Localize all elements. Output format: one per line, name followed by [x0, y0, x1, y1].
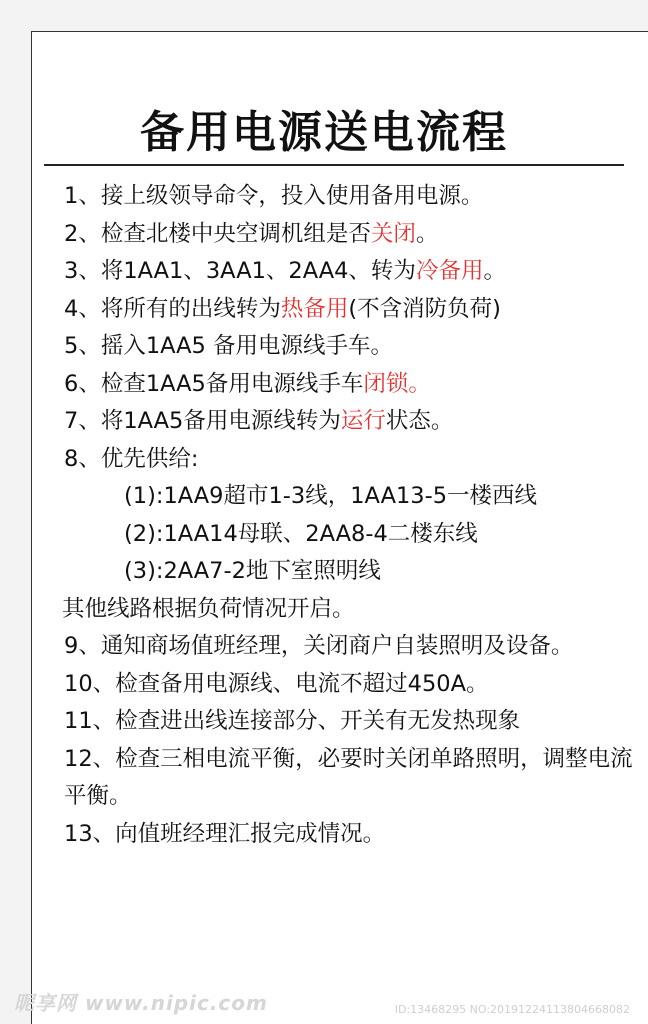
step-2: 2、检查北楼中央空调机组是否关闭。 [64, 220, 439, 247]
highlight-text: 冷备用 [415, 258, 484, 284]
priority-item-1: (1):1AA9超市1-3线，1AA13-5一楼西线 [124, 483, 538, 509]
step-10: 10、检查备用电源线、电流不超过450A。 [64, 670, 489, 697]
watermark-logo: 昵享网 www.nipic.com [14, 991, 268, 1015]
procedure-list [64, 178, 634, 853]
page-title: 备用电源送电流程 [140, 107, 508, 158]
priority-item-3: (3):2AA7-2地下室照明线 [124, 558, 381, 584]
priority-item-2: (2):1AA14母联、2AA8-4二楼东线 [124, 520, 478, 547]
highlight-text: 热备用 [280, 295, 349, 322]
watermark-id: ID:13468295 NO:20191224113804668082 [394, 1003, 630, 1016]
step-4: 4、将所有的出线转为热备用(不含消防负荷) [64, 295, 501, 322]
step-3: 3、将1AA1、3AA1、2AA4、转为冷备用。 [64, 258, 506, 284]
step-6: 6、检查1AA5备用电源线手车闭锁。 [64, 370, 431, 397]
highlight-text: 运行 [340, 408, 386, 434]
highlight-text: 闭锁。 [363, 370, 431, 397]
step-8: 8、优先供给: [64, 445, 199, 472]
step-7: 7、将1AA5备用电源线转为运行状态。 [64, 408, 454, 434]
step-11: 11、检查进出线连接部分、开关有无发热现象 [64, 708, 521, 734]
step-1: 1、接上级领导命令，投入使用备用电源。 [64, 183, 484, 209]
watermark-bar [0, 988, 648, 1024]
step-13: 13、向值班经理汇报完成情况。 [64, 820, 386, 847]
step-9: 9、通知商场值班经理，关闭商户自装照明及设备。 [64, 633, 574, 659]
other-lines-note: 其他线路根据负荷情况开启。 [62, 595, 355, 622]
step-5: 5、摇入1AA5 备用电源线手车。 [64, 333, 394, 359]
highlight-text: 关闭 [370, 220, 416, 247]
step-12: 12、检查三相电流平衡，必要时关闭单路照明，调整电流平衡。 [64, 745, 633, 809]
title-divider [44, 164, 624, 166]
